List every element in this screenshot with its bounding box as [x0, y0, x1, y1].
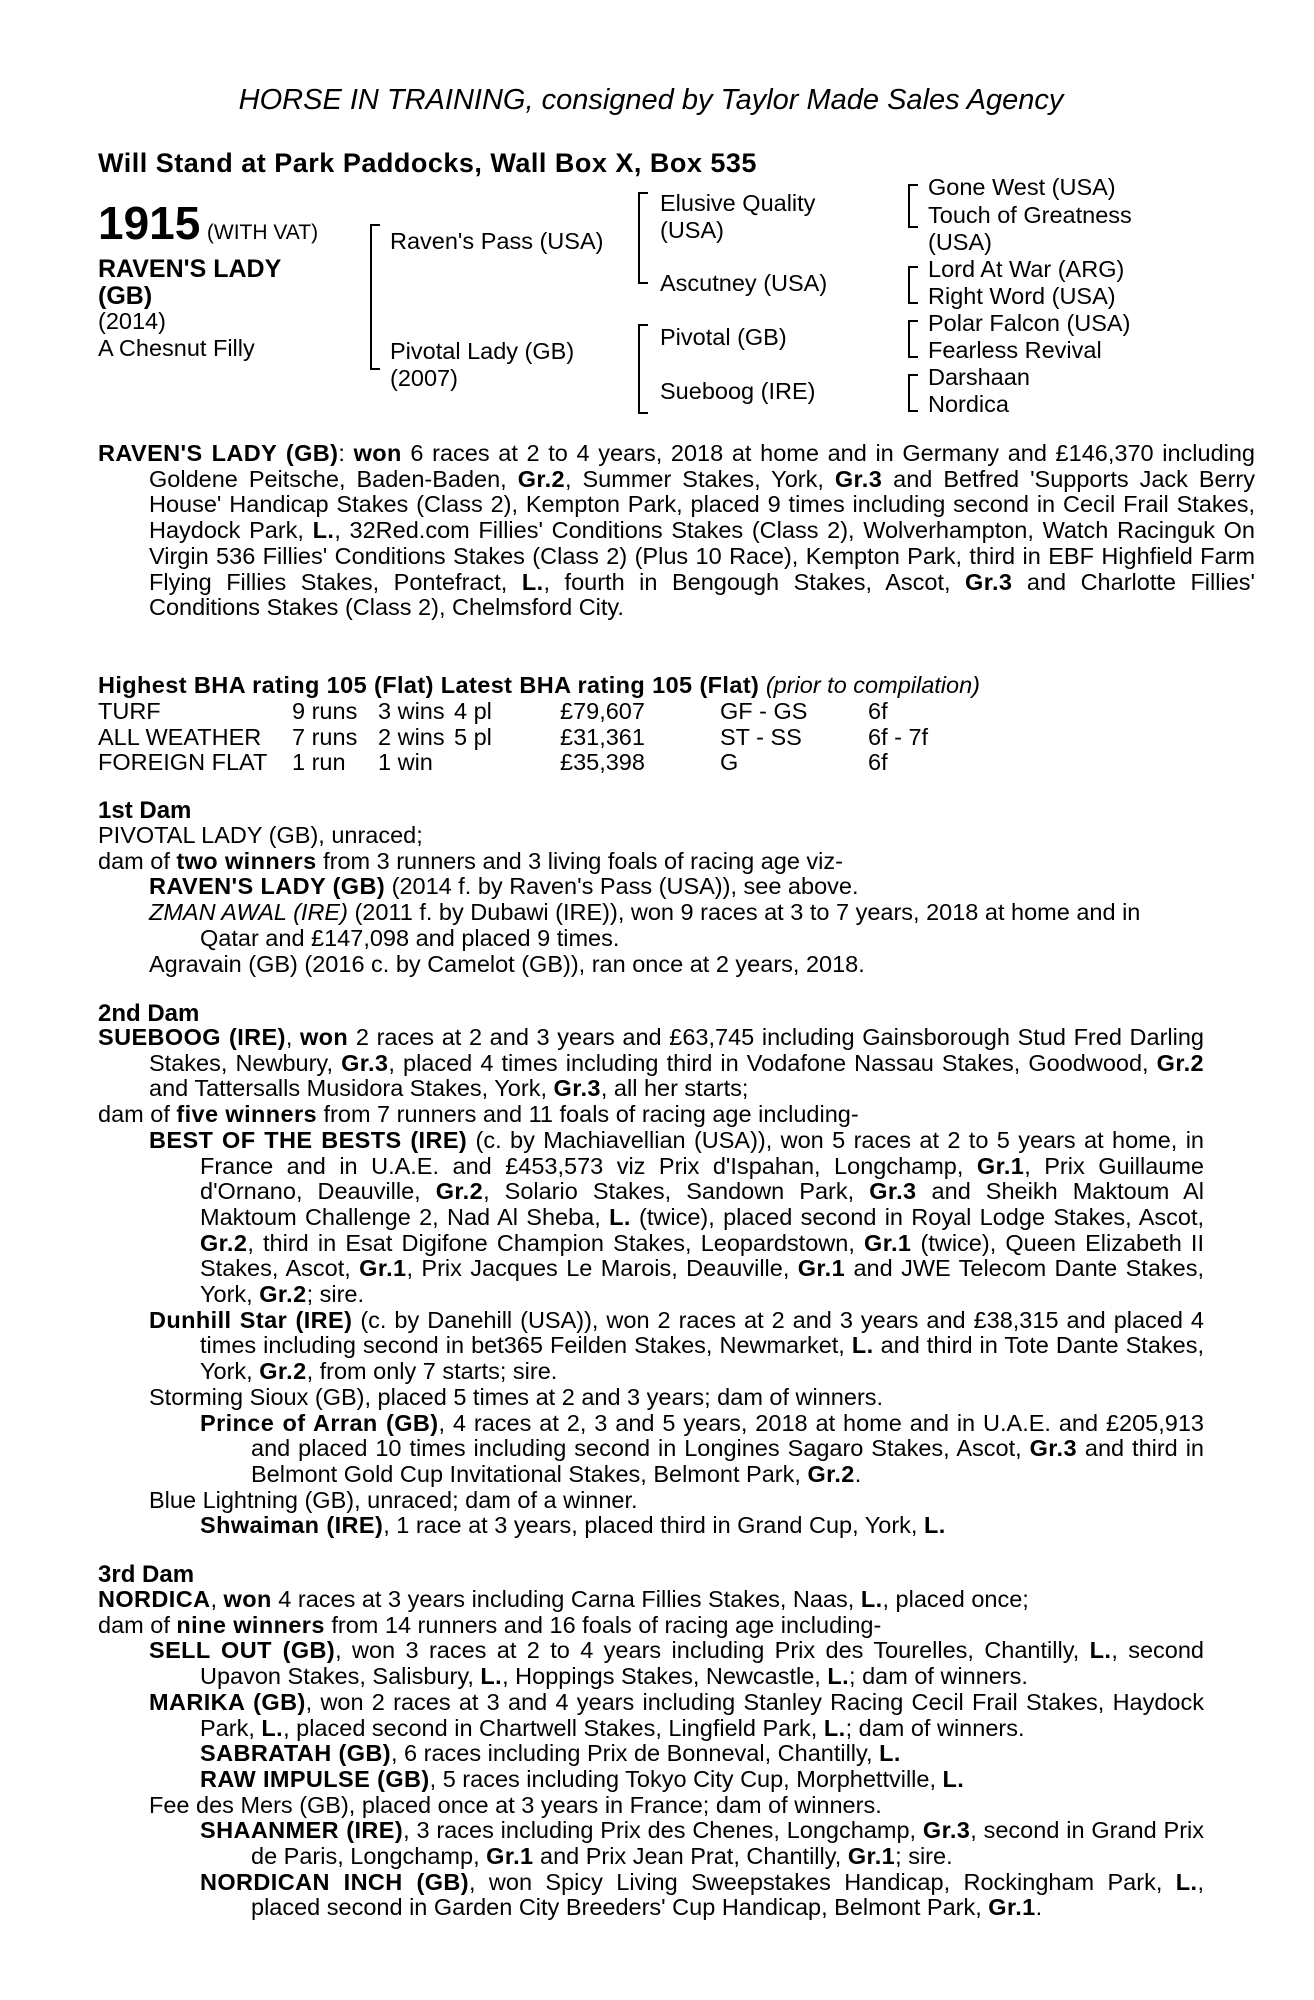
- table-row: [98, 750, 934, 776]
- text-run: , placed once;: [882, 1586, 1029, 1612]
- winner-count: five winners: [176, 1101, 317, 1128]
- second-dam-produce-line: [98, 1102, 1204, 1128]
- text-run: , second in Grand Prix de Paris, Longchamp,: [251, 1817, 1205, 1870]
- produce-name: RAW IMPULSE (GB): [200, 1765, 430, 1792]
- text-run: , 5 races including Tokyo City Cup, Morphettville,: [429, 1765, 943, 1792]
- text-run: , 6 races including Prix de Bonneval, Chantilly,: [391, 1740, 880, 1767]
- second-dam-heading: 2nd Dam: [98, 1000, 200, 1027]
- grade-mark: Gr.3: [1029, 1435, 1077, 1462]
- list-item: [200, 1741, 1204, 1767]
- record-horse-name: RAVEN'S LADY (GB): [98, 440, 339, 466]
- list-item: [149, 874, 1204, 900]
- produce-name: RAVEN'S LADY (GB): [149, 873, 386, 900]
- third-dam-record: NORDICA, won 4 races at 3 years including Carna Fillies Stakes, Naas, L., placed once;: [98, 1586, 1029, 1612]
- text-run: , won 3 races at 2 to 4 years including Prix des Tourelles, Chantilly,: [335, 1637, 1090, 1664]
- ped-ss2: (USA): [660, 217, 724, 243]
- third-dam-section: [98, 1587, 1204, 1921]
- stats-cell: ALL WEATHER: [98, 723, 262, 750]
- produce-name: ZMAN AWAL (IRE): [149, 899, 348, 926]
- text-run: , from only 7 starts; sire.: [306, 1358, 558, 1385]
- text-run: ; dam of winners.: [845, 1714, 1025, 1741]
- text-run: and JWE Telecom Dante Stakes, York,: [200, 1255, 1205, 1308]
- ped-sds: Lord At War (ARG): [928, 256, 1125, 282]
- grade-mark: L.: [609, 1203, 631, 1230]
- list-item: [200, 1818, 1204, 1869]
- text-run: , won 2 races at 3 and 4 years including Stanley Racing Cecil Frail Stakes, Haydock Park,: [200, 1688, 1204, 1741]
- text-run: .: [854, 1460, 862, 1487]
- lot-number: 1915: [98, 197, 201, 249]
- text-run: (c. by Danehill (USA)), won 2 races at 2 and 3 years and £38,315 and placed 4 times including second in bet365 Feilden Stakes, Newmarket,: [200, 1306, 1204, 1359]
- text-run: (twice), placed second in Royal Lodge Stakes, Ascot,: [630, 1203, 1204, 1230]
- pedigree-brace-3c: [908, 320, 918, 358]
- stats-cell: 5 pl: [454, 723, 492, 750]
- stats-block: [98, 699, 1204, 776]
- ped-dss: Polar Falcon (USA): [928, 310, 1131, 336]
- produce-name: MARIKA (GB): [149, 1688, 306, 1715]
- grade-mark: Gr.1: [988, 1894, 1036, 1921]
- table-row: [98, 725, 934, 751]
- ped-ds: Pivotal (GB): [660, 324, 787, 350]
- grade-mark: L.: [1175, 1868, 1198, 1895]
- record-won: won: [353, 440, 402, 466]
- text-run: , won Spicy Living Sweepstakes Handicap, Rockingham Park,: [468, 1868, 1176, 1895]
- dam-name: SUEBOOG (IRE): [98, 1024, 286, 1050]
- stats-cell: £79,607: [560, 698, 645, 724]
- list-item: Storming Sioux (GB), placed 5 times at 2 and 3 years; dam of winners.: [149, 1383, 884, 1410]
- text-run: (c. by Machiavellian (USA)), won 5 races at 2 to 5 years at home, in France and in U.A.E. and £453,573 viz Prix d'Ispahan, Longchamp,: [200, 1126, 1204, 1179]
- grade-mark: Gr.2: [259, 1281, 307, 1308]
- vat-note: (WITH VAT): [206, 221, 319, 244]
- horse-name: [98, 256, 281, 310]
- third-dam-produce-line: [98, 1613, 1204, 1639]
- list-item: [149, 1690, 1204, 1741]
- grade-mark: Gr.2: [435, 1178, 484, 1205]
- horse-year: (2014): [98, 308, 166, 334]
- list-item: [149, 1308, 1204, 1385]
- horse-info: [98, 308, 255, 362]
- grade-mark: L.: [480, 1663, 503, 1690]
- grade-mark: Gr.3: [869, 1178, 917, 1205]
- produce-name: Prince of Arran (GB): [200, 1409, 439, 1436]
- text-run: , Solario Stakes, Sandown Park,: [483, 1178, 870, 1205]
- dam-name: NORDICA: [98, 1586, 211, 1612]
- produce-name: SELL OUT (GB): [149, 1637, 336, 1664]
- rating-note: (prior to compilation): [765, 672, 980, 698]
- text-run: , Prix Guillaume d'Ornano, Deauville,: [200, 1152, 1204, 1205]
- ped-ssd: Touch of Greatness: [928, 202, 1132, 228]
- grade-mark: Gr.3: [965, 568, 1013, 595]
- grade-mark: L.: [823, 1714, 846, 1741]
- list-item: [200, 1513, 1204, 1539]
- ped-dd: Sueboog (IRE): [660, 378, 816, 404]
- stats-cell: 6f - 7f: [868, 723, 929, 750]
- grade-mark: L.: [312, 517, 335, 544]
- produce-name: NORDICAN INCH (GB): [200, 1868, 469, 1895]
- text-run: , 4 races at 2, 3 and 5 years, 2018 at home and in U.A.E. and £205,913 and placed 10 times including second in Longines Sagaro Stakes, Ascot,: [251, 1409, 1204, 1462]
- text-run: and third in Belmont Gold Cup Invitational Stakes, Belmont Park,: [251, 1435, 1204, 1487]
- text-run: and Prix Jean Prat, Chantilly,: [533, 1843, 848, 1870]
- grade-mark: L.: [924, 1512, 946, 1539]
- list-item: [200, 1767, 1204, 1793]
- text-run: , Hoppings Stakes, Newcastle,: [502, 1663, 828, 1690]
- stats-cell: £35,398: [560, 749, 645, 776]
- grade-mark: Gr.1: [976, 1152, 1025, 1179]
- first-dam-heading: 1st Dam: [98, 797, 192, 824]
- won-label: won: [300, 1024, 349, 1050]
- stats-cell: 1 run: [292, 749, 346, 776]
- grade-mark: L.: [827, 1663, 850, 1690]
- text-run: .: [1035, 1894, 1043, 1921]
- record-text: and Charlotte Fillies' Conditions Stakes (Class 2), Chelmsford City.: [149, 568, 1255, 621]
- grade-mark: Gr.1: [847, 1843, 896, 1870]
- text-run: dam of: [98, 1611, 177, 1638]
- pedigree-brace-2a: [638, 192, 648, 284]
- text-run: 2 races at 2 and 3 years and £63,745 including Gainsborough Stud Fred Darling Stakes, Newbury,: [149, 1024, 1204, 1076]
- ped-sdd: Right Word (USA): [928, 283, 1116, 309]
- list-item: [149, 900, 1204, 951]
- horse-description: A Chesnut Filly: [98, 335, 255, 361]
- ped-sd: Ascutney (USA): [660, 270, 828, 296]
- ped-ddd: Nordica: [928, 391, 1009, 417]
- ped-ss: Elusive Quality: [660, 190, 816, 216]
- grade-mark: L.: [879, 1740, 901, 1767]
- lot-number-block: [98, 196, 318, 250]
- produce-name: SABRATAH (GB): [200, 1740, 391, 1767]
- list-item: [200, 1411, 1204, 1488]
- bha-rating: [98, 673, 1204, 699]
- winner-count: two winners: [176, 847, 317, 874]
- list-item: Agravain (GB) (2016 c. by Camelot (GB)), ran once at 2 years, 2018.: [149, 950, 865, 977]
- grade-mark: Gr.3: [834, 465, 883, 492]
- stats-cell: 1 win: [378, 749, 433, 776]
- stats-cell: £31,361: [560, 723, 645, 750]
- list-item: Blue Lightning (GB), unraced; dam of a winner.: [149, 1486, 638, 1513]
- text-run: (2011 f. by Dubawi (IRE)), won 9 races at 3 to 7 years, 2018 at home and in Qatar and £147,098 and placed 9 times.: [200, 899, 1141, 951]
- ped-ssd2: (USA): [928, 229, 992, 255]
- text-run: from 14 runners and 16 foals of racing age including-: [324, 1611, 882, 1638]
- rating-text: Highest BHA rating 105 (Flat) Latest BHA rating 105 (Flat): [98, 672, 760, 698]
- page-header: HORSE IN TRAINING, consigned by Taylor Made Sales Agency: [238, 84, 1064, 116]
- grade-mark: Gr.2: [259, 1358, 307, 1385]
- stats-cell: ST - SS: [720, 723, 802, 750]
- text-run: from 7 runners and 11 foals of racing age including-: [317, 1101, 859, 1128]
- list-item: [149, 1128, 1204, 1308]
- grade-mark: L.: [1089, 1637, 1112, 1664]
- text-run: , 3 races including Prix des Chenes, Longchamp,: [403, 1817, 923, 1844]
- text-run: ; sire.: [895, 1843, 953, 1870]
- first-dam-line: PIVOTAL LADY (GB), unraced;: [98, 822, 423, 848]
- record-text: , 32Red.com Fillies' Conditions Stakes (Class 2), Wolverhampton, Watch Racinguk On Virgin 536 Fillies' Conditions Stakes (Class 2) (Plus 10 Race), Kempton Park, third in EBF Highfield Farm Flying Fillies Stakes, Pontefract,: [149, 517, 1255, 595]
- produce-name: SHAANMER (IRE): [200, 1817, 404, 1844]
- pedigree-brace-2b: [638, 324, 648, 414]
- text-run: , placed second in Garden City Breeders' Cup Handicap, Belmont Park,: [251, 1868, 1204, 1921]
- record-text: 6 races at 2 to 4 years, 2018 at home and in Germany and £146,370 including Goldene Peitsche, Baden-Baden,: [149, 440, 1255, 492]
- text-run: , second Upavon Stakes, Salisbury,: [200, 1637, 1205, 1690]
- grade-mark: Gr.1: [797, 1255, 846, 1282]
- stand-location: Will Stand at Park Paddocks, Wall Box X, Box 535: [98, 148, 757, 178]
- record-text: and Betfred 'Supports Jack Berry House' Handicap Stakes (Class 2), Kempton Park, placed 9 times including second in Cecil Frail Stakes, Haydock Park,: [149, 465, 1256, 544]
- pedigree-brace-1: [370, 224, 380, 370]
- grade-mark: Gr.1: [864, 1229, 912, 1256]
- second-dam-section: [98, 1025, 1204, 1539]
- text-run: , third in Esat Digifone Champion Stakes, Leopardstown,: [247, 1229, 865, 1256]
- first-dam-section: [98, 823, 1204, 977]
- grade-mark: L.: [942, 1765, 965, 1792]
- grade-mark: Gr.3: [922, 1817, 971, 1844]
- stats-cell: 6f: [868, 749, 888, 776]
- stats-cell: 2 wins: [378, 723, 445, 750]
- stats-cell: 3 wins: [378, 698, 445, 724]
- text-run: ; sire.: [306, 1281, 365, 1308]
- list-item: Fee des Mers (GB), placed once at 3 years in France; dam of winners.: [149, 1791, 882, 1818]
- pedigree-brace-3b: [908, 266, 918, 304]
- ped-dam: Pivotal Lady (GB): [390, 338, 575, 364]
- grade-mark: Gr.2: [807, 1460, 855, 1487]
- stats-cell: GF - GS: [720, 698, 808, 724]
- grade-mark: Gr.2: [200, 1229, 248, 1256]
- list-item: [149, 1638, 1204, 1689]
- ped-sss: Gone West (USA): [928, 174, 1116, 200]
- produce-name: BEST OF THE BESTS (IRE): [149, 1126, 468, 1153]
- stats-cell: 7 runs: [292, 723, 358, 750]
- text-run: (twice), Queen Elizabeth II Stakes, Ascot,: [200, 1229, 1204, 1282]
- stats-cell: G: [720, 749, 739, 776]
- list-item: [200, 1870, 1204, 1921]
- produce-name: Dunhill Star (IRE): [149, 1306, 353, 1333]
- stats-cell: 6f: [868, 698, 888, 724]
- text-run: and third in Tote Dante Stakes, York,: [200, 1332, 1204, 1385]
- stats-cell: 4 pl: [454, 698, 492, 724]
- grade-mark: Gr.1: [359, 1255, 407, 1282]
- grade-mark: L.: [851, 1332, 874, 1359]
- first-dam-produce-line: [98, 849, 1204, 875]
- ped-dds: Darshaan: [928, 364, 1030, 390]
- text-run: 4 races at 3 years including Carna Fillies Stakes, Naas,: [271, 1586, 861, 1612]
- grade-mark: L.: [521, 568, 544, 595]
- grade-mark: Gr.3: [553, 1075, 601, 1102]
- grade-mark: L.: [860, 1586, 883, 1612]
- text-run: , Prix Jacques Le Marois, Deauville,: [406, 1255, 798, 1282]
- grade-mark: Gr.3: [341, 1049, 389, 1076]
- second-dam-record: SUEBOOG (IRE), won 2 races at 2 and 3 years and £63,745 including Gainsborough Stud Fred Darling Stakes, Newbury, Gr.3, placed 4 times including third in Vodafone Nassau Stakes, Goodwood, Gr.2 and Tattersalls Musidora Stakes, York, Gr.3, all her starts;: [98, 1024, 1204, 1102]
- grade-mark: Gr.1: [486, 1843, 534, 1870]
- text-run: , placed 4 times including third in Vodafone Nassau Stakes, Goodwood,: [388, 1049, 1157, 1076]
- ped-dsd: Fearless Revival: [928, 337, 1102, 363]
- ped-dam-year: (2007): [390, 365, 458, 391]
- text-run: dam of: [98, 1101, 177, 1128]
- text-run: from 3 runners and 3 living foals of racing age viz-: [316, 847, 843, 874]
- stats-cell: [454, 750, 560, 776]
- text-run: dam of: [98, 847, 177, 874]
- text-run: and Sheikh Maktoum Al Maktoum Challenge 2, Nad Al Sheba,: [200, 1178, 1204, 1230]
- text-run: ; dam of winners.: [849, 1663, 1028, 1690]
- text-run: , 1 race at 3 years, placed third in Grand Cup, York,: [383, 1512, 924, 1539]
- record-text: , fourth in Bengough Stakes, Ascot,: [543, 568, 966, 595]
- stats-cell: 9 runs: [292, 698, 358, 724]
- grade-mark: Gr.2: [517, 465, 566, 492]
- race-record: RAVEN'S LADY (GB): won 6 races at 2 to 4 years, 2018 at home and in Germany and £146,370 including Goldene Peitsche, Baden-Baden, Gr.2, Summer Stakes, York, Gr.3 and Betfred 'Supports Jack Berry House' Handicap Stakes (Class 2), Kempton Park, placed 9 times including second in Cecil Frail Stakes, Haydock Park, L., 32Red.com Fillies' Conditions Stakes (Class 2), Wolverhampton, Watch Racinguk On Virgin 536 Fillies' Conditions Stakes (Class 2) (Plus 10 Race), Kempton Park, third in EBF Highfield Farm Flying Fillies Stakes, Pontefract, L., fourth in Bengough Stakes, Ascot, Gr.3 and Charlotte Fillies' Conditions Stakes (Class 2), Chelmsford City.: [98, 440, 1256, 621]
- grade-mark: L.: [261, 1714, 284, 1741]
- text-run: , placed second in Chartwell Stakes, Lingfield Park,: [283, 1714, 824, 1741]
- winner-count: nine winners: [176, 1611, 325, 1638]
- record-text: , Summer Stakes, York,: [565, 465, 835, 492]
- pedigree-brace-3a: [908, 184, 918, 228]
- ped-sire: Raven's Pass (USA): [390, 228, 604, 254]
- grade-mark: Gr.2: [1156, 1049, 1204, 1076]
- horse-name-line1: RAVEN'S LADY: [98, 255, 282, 283]
- third-dam-heading: 3rd Dam: [98, 1561, 195, 1588]
- stats-table: [98, 699, 934, 776]
- stats-cell: TURF: [98, 698, 161, 724]
- text-run: and Tattersalls Musidora Stakes, York,: [149, 1075, 554, 1102]
- text-run: (2014 f. by Raven's Pass (USA)), see above.: [385, 873, 859, 900]
- pedigree-brace-3d: [908, 374, 918, 412]
- horse-name-line2: (GB): [98, 282, 153, 310]
- won-label: won: [223, 1586, 272, 1612]
- text-run: , all her starts;: [600, 1075, 749, 1102]
- produce-name: Shwaiman (IRE): [200, 1512, 384, 1539]
- stats-cell: FOREIGN FLAT: [98, 749, 268, 776]
- table-row: [98, 699, 934, 725]
